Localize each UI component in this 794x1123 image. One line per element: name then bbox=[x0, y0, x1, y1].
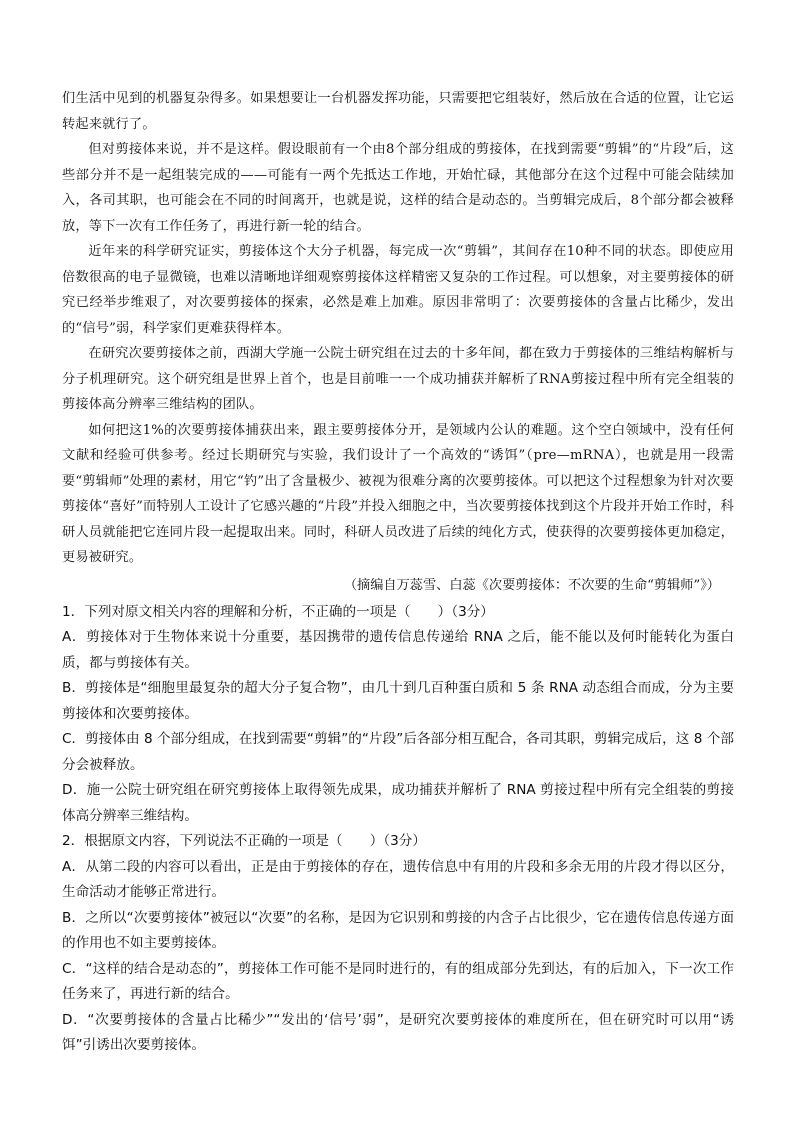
question-1-option-c: C．剪接体由 8 个部分组成，在找到需要“剪辑”的“片段”后各部分相互配合，各司其职，剪辑完成后，这 8 个部分会被释放。 bbox=[62, 731, 734, 773]
article-body bbox=[62, 86, 734, 598]
question-1 bbox=[62, 600, 734, 830]
question-2-option-a: A．从第二段的内容可以看出，正是由于剪接体的存在，遗传信息中有用的片段和多余无用的片段才得以区分，生命活动才能够正常进行。 bbox=[62, 858, 734, 900]
question-2-stem: 2．根据原文内容，下列说法不正确的一项是（ ）（3分） bbox=[62, 833, 426, 849]
article-paragraph-5: 如何把这1%的次要剪接体捕获出来，跟主要剪接体分开，是领域内公认的难题。这个空白领域中，没有任何文献和经验可供参考。经过长期研究与实验，我们设计了一个高效的“诱饵”（pre—mRNA），也就是用一段需要“剪辑师”处理的素材，用它“钓”出了含量极少、被视为很难分离的次要剪接体。可以把这个过程想象为针对次要剪接体“喜好”而特别人工设计了它感兴趣的“片段”并投入细胞之中，当次要剪接体找到这个片段并开始工作时，科研人员就能把它连同片段一起提取出来。同时，科研人员改进了后续的纯化方式，使获得的次要剪接体更加稳定，更易被研究。 bbox=[62, 422, 734, 565]
article-source: （摘编自万蕊雪、白蕊《次要剪接体：不次要的生命“剪辑师”》） bbox=[343, 577, 720, 593]
question-1-option-d: D．施一公院士研究组在研究剪接体上取得领先成果，成功捕获并解析了 RNA 剪接过程中所有完全组装的剪接体高分辨率三维结构。 bbox=[62, 782, 734, 824]
question-1-option-a: A．剪接体对于生物体来说十分重要，基因携带的遗传信息传递给 RNA 之后，能不能以及何时能转化为蛋白质，都与剪接体有关。 bbox=[62, 629, 734, 671]
article-paragraph-4: 在研究次要剪接体之前，西湖大学施一公院士研究组在过去的十多年间，都在致力于剪接体的三维结构解析与分子机理研究。这个研究组是世界上首个，也是目前唯一一个成功捕获并解析了RNA剪接过程中所有完全组装的剪接体高分辨率三维结构的团队。 bbox=[62, 346, 734, 412]
article-paragraph-3: 近年来的科学研究证实，剪接体这个大分子机器，每完成一次“剪辑”，其间存在10种不同的状态。即使应用倍数很高的电子显微镜，也难以清晰地详细观察剪接体这样精密又复杂的工作过程。可以想象，对主要剪接体的研究已经举步维艰了，对次要剪接体的探索，必然是难上加难。原因非常明了：次要剪接体的含量占比稀少，发出的“信号”弱，科学家们更难获得样本。 bbox=[62, 244, 734, 336]
article-paragraph-1: 们生活中见到的机器复杂得多。如果想要让一台机器发挥功能，只需要把它组装好，然后放在合适的位置，让它运转起来就行了。 bbox=[62, 91, 734, 132]
question-2-option-d: D．“次要剪接体的含量占比稀少”“发出的‘信号’弱”，是研究次要剪接体的难度所在，但在研究时可以用“诱饵”引诱出次要剪接体。 bbox=[62, 1011, 734, 1053]
document-page bbox=[62, 86, 734, 1059]
question-1-stem: 1．下列对原文相关内容的理解和分析，不正确的一项是（ ）（3分） bbox=[62, 603, 494, 620]
question-2-option-b: B．之所以“次要剪接体”被冠以“次要”的名称，是因为它识别和剪接的内含子占比很少，它在遗传信息传递方面的作用也不如主要剪接体。 bbox=[62, 909, 734, 951]
article-paragraph-2: 但对剪接体来说，并不是这样。假设眼前有一个由8个部分组成的剪接体，在找到需要“剪辑”的“片段”后，这些部分并不是一起组装完成的——可能有一两个先抵达工作地，开始忙碌，其他部分在这个过程中可能会陆续加入，各司其职，也可能会在不同的时间离开，也就是说，这样的结合是动态的。当剪辑完成后，8个部分都会被释放，等下一次有工作任务了，再进行新一轮的结合。 bbox=[62, 142, 734, 234]
question-2 bbox=[62, 829, 734, 1059]
question-1-option-b: B．剪接体是“细胞里最复杂的超大分子复合物”，由几十到几百种蛋白质和 5 条 RNA 动态组合而成，分为主要剪接体和次要剪接体。 bbox=[62, 680, 734, 722]
question-2-option-c: C．“这样的结合是动态的”，剪接体工作可能不是同时进行的，有的组成部分先到达，有的后加入，下一次工作任务来了，再进行新的结合。 bbox=[62, 960, 734, 1002]
question-section bbox=[62, 600, 734, 1059]
